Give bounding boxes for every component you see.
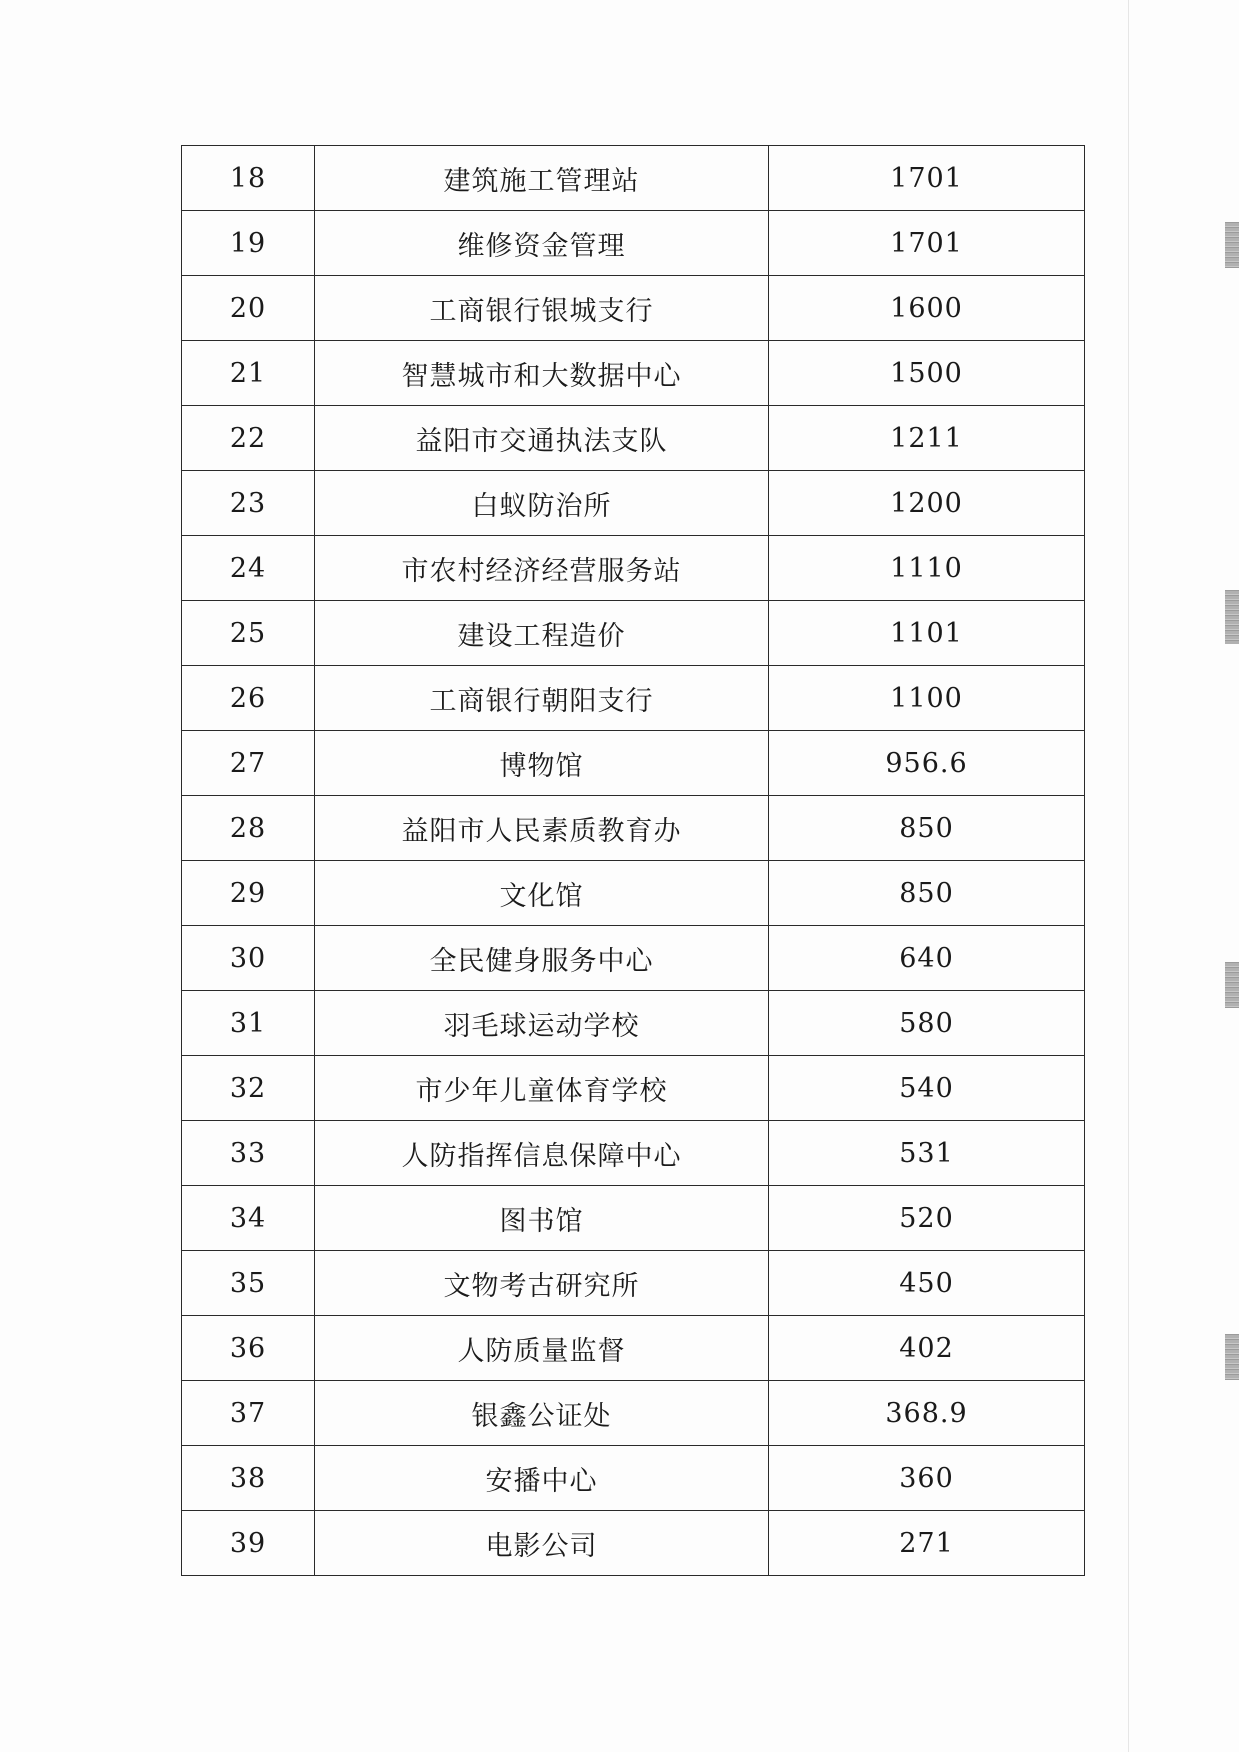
unit-name-cell: 维修资金管理 — [315, 211, 769, 276]
unit-name-cell: 市农村经济经营服务站 — [315, 536, 769, 601]
table-row — [182, 861, 1085, 926]
row-index-cell: 36 — [182, 1316, 315, 1381]
unit-name-cell: 安播中心 — [315, 1446, 769, 1511]
unit-name-cell: 白蚁防治所 — [315, 471, 769, 536]
table-row — [182, 1446, 1085, 1511]
row-index-cell: 20 — [182, 276, 315, 341]
table-row — [182, 926, 1085, 991]
table-row — [182, 146, 1085, 211]
unit-name-cell: 人防质量监督 — [315, 1316, 769, 1381]
row-index-cell: 32 — [182, 1056, 315, 1121]
amount-cell: 531 — [769, 1121, 1085, 1186]
amount-cell: 1600 — [769, 276, 1085, 341]
amount-cell: 402 — [769, 1316, 1085, 1381]
unit-name-cell: 羽毛球运动学校 — [315, 991, 769, 1056]
unit-name-cell: 全民健身服务中心 — [315, 926, 769, 991]
amount-cell: 450 — [769, 1251, 1085, 1316]
amount-cell: 1211 — [769, 406, 1085, 471]
unit-name-cell: 市少年儿童体育学校 — [315, 1056, 769, 1121]
row-index-cell: 21 — [182, 341, 315, 406]
unit-name-cell: 建设工程造价 — [315, 601, 769, 666]
table-row — [182, 471, 1085, 536]
row-index-cell: 19 — [182, 211, 315, 276]
amount-cell: 850 — [769, 861, 1085, 926]
amount-cell: 640 — [769, 926, 1085, 991]
row-index-cell: 31 — [182, 991, 315, 1056]
row-index-cell: 25 — [182, 601, 315, 666]
unit-name-cell: 银鑫公证处 — [315, 1381, 769, 1446]
amount-cell: 360 — [769, 1446, 1085, 1511]
scan-artifact — [1225, 1334, 1239, 1380]
scan-artifact — [1225, 222, 1239, 268]
unit-name-cell: 图书馆 — [315, 1186, 769, 1251]
table-row — [182, 796, 1085, 861]
row-index-cell: 24 — [182, 536, 315, 601]
amount-cell: 850 — [769, 796, 1085, 861]
table-row — [182, 1316, 1085, 1381]
unit-name-cell: 益阳市人民素质教育办 — [315, 796, 769, 861]
table-row — [182, 1121, 1085, 1186]
table-row — [182, 601, 1085, 666]
table-row — [182, 1251, 1085, 1316]
unit-name-cell: 益阳市交通执法支队 — [315, 406, 769, 471]
amount-cell: 1200 — [769, 471, 1085, 536]
row-index-cell: 29 — [182, 861, 315, 926]
table-row — [182, 1056, 1085, 1121]
data-table — [181, 145, 1085, 1576]
amount-cell: 580 — [769, 991, 1085, 1056]
row-index-cell: 33 — [182, 1121, 315, 1186]
table-row — [182, 666, 1085, 731]
unit-name-cell: 电影公司 — [315, 1511, 769, 1576]
amount-cell: 540 — [769, 1056, 1085, 1121]
page-edge-line — [1128, 0, 1129, 1752]
unit-name-cell: 工商银行银城支行 — [315, 276, 769, 341]
table-row — [182, 1511, 1085, 1576]
amount-cell: 1110 — [769, 536, 1085, 601]
table-row — [182, 991, 1085, 1056]
row-index-cell: 28 — [182, 796, 315, 861]
amount-cell: 520 — [769, 1186, 1085, 1251]
unit-name-cell: 人防指挥信息保障中心 — [315, 1121, 769, 1186]
row-index-cell: 39 — [182, 1511, 315, 1576]
amount-cell: 1500 — [769, 341, 1085, 406]
unit-name-cell: 文化馆 — [315, 861, 769, 926]
row-index-cell: 27 — [182, 731, 315, 796]
table-row — [182, 536, 1085, 601]
table-row — [182, 341, 1085, 406]
scan-artifact — [1225, 962, 1239, 1008]
row-index-cell: 30 — [182, 926, 315, 991]
amount-cell: 1701 — [769, 146, 1085, 211]
scan-artifact — [1225, 590, 1239, 644]
table-row — [182, 731, 1085, 796]
table-row — [182, 1186, 1085, 1251]
row-index-cell: 22 — [182, 406, 315, 471]
table-row — [182, 406, 1085, 471]
row-index-cell: 34 — [182, 1186, 315, 1251]
unit-name-cell: 文物考古研究所 — [315, 1251, 769, 1316]
table-row — [182, 1381, 1085, 1446]
unit-name-cell: 智慧城市和大数据中心 — [315, 341, 769, 406]
table-row — [182, 211, 1085, 276]
row-index-cell: 37 — [182, 1381, 315, 1446]
row-index-cell: 18 — [182, 146, 315, 211]
amount-cell: 368.9 — [769, 1381, 1085, 1446]
unit-name-cell: 工商银行朝阳支行 — [315, 666, 769, 731]
amount-cell: 1701 — [769, 211, 1085, 276]
unit-name-cell: 博物馆 — [315, 731, 769, 796]
row-index-cell: 26 — [182, 666, 315, 731]
unit-name-cell: 建筑施工管理站 — [315, 146, 769, 211]
table-container — [181, 145, 1081, 1576]
row-index-cell: 23 — [182, 471, 315, 536]
row-index-cell: 35 — [182, 1251, 315, 1316]
amount-cell: 1100 — [769, 666, 1085, 731]
amount-cell: 271 — [769, 1511, 1085, 1576]
row-index-cell: 38 — [182, 1446, 315, 1511]
table-row — [182, 276, 1085, 341]
amount-cell: 1101 — [769, 601, 1085, 666]
table-body — [182, 146, 1085, 1576]
amount-cell: 956.6 — [769, 731, 1085, 796]
